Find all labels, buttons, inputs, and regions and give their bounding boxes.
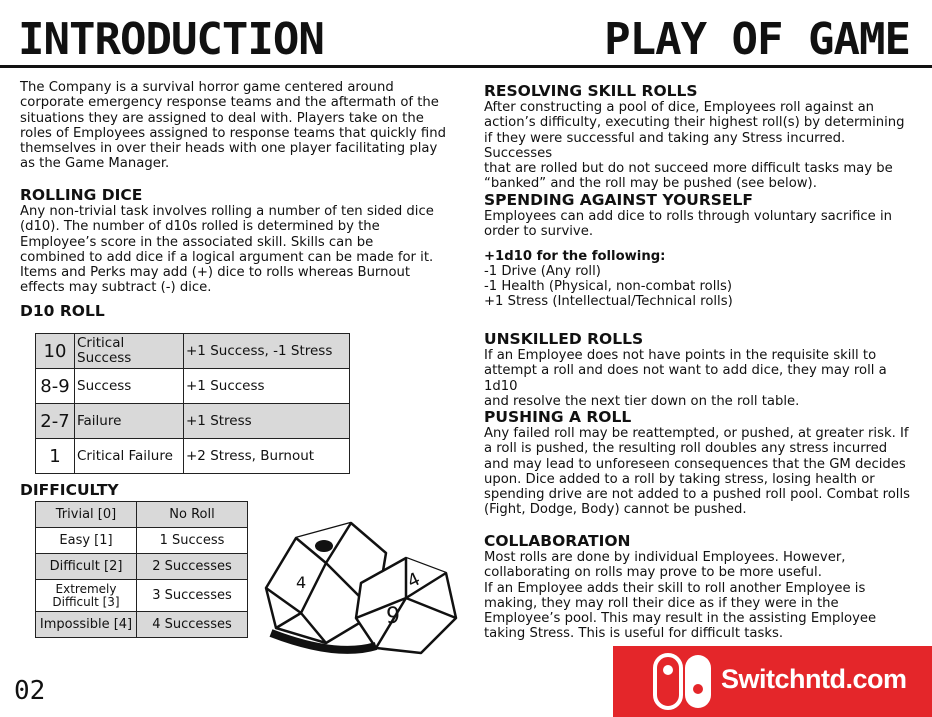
pushing-section (484, 409, 914, 518)
roll-value: 8-9 (36, 369, 75, 404)
difficulty-level: Easy [1] (36, 528, 137, 554)
d10-roll-heading: D10 ROLL (20, 302, 105, 320)
table-row (36, 528, 248, 554)
spending-list: -1 Drive (Any roll) -1 Health (Physical, non-combat rolls) +1 Stress (Intellectual/Technical rolls) (484, 263, 733, 310)
resolving-body: After constructing a pool of dice, Employees roll against an action’s difficulty, executing their highest roll(s) by determining if they were successful and taking any Stress incurred. Successes that are rolled but do not succeed more difficult tasks may be “banked” and the roll may be pushed (see below). (484, 100, 905, 192)
difficulty-level: Impossible [4] (36, 612, 137, 638)
table-row (36, 612, 248, 638)
unskilled-heading: UNSKILLED ROLLS (484, 330, 644, 348)
roll-effect: +1 Success (184, 369, 350, 404)
difficulty-level: Extremely Difficult [3] (36, 580, 137, 612)
difficulty-level: Difficult [2] (36, 554, 137, 580)
watermark-text: Switchntd.com (721, 664, 907, 694)
roll-result: Critical Success (75, 334, 184, 369)
rolling-dice-heading: ROLLING DICE (20, 186, 143, 204)
roll-result: Success (75, 369, 184, 404)
svg-text:4: 4 (296, 573, 307, 592)
page-title-play-of-game: PLAY OF GAME (604, 14, 910, 65)
roll-value: 1 (36, 439, 75, 474)
roll-effect: +2 Stress, Burnout (184, 439, 350, 474)
pushing-heading: PUSHING A ROLL (484, 408, 632, 426)
unskilled-body: If an Employee does not have points in the requisite skill to attempt a roll and does not want to add dice, they may roll a 1d10 and resolve the next tier down on the roll table. (484, 348, 887, 409)
roll-value: 2-7 (36, 404, 75, 439)
dice-illustration (256, 518, 461, 660)
difficulty-need: 1 Success (137, 528, 248, 554)
difficulty-heading: DIFFICULTY (20, 481, 119, 499)
roll-result: Critical Failure (75, 439, 184, 474)
table-row (36, 369, 350, 404)
intro-block (20, 80, 450, 172)
roll-effect: +1 Stress (184, 404, 350, 439)
table-row (36, 404, 350, 439)
collaboration-heading: COLLABORATION (484, 532, 631, 550)
difficulty-level: Trivial [0] (36, 502, 137, 528)
spending-section (484, 192, 914, 310)
intro-paragraph: The Company is a survival horror game centered around corporate emergency response teams and the aftermath of the situations they are assigned to deal with. Players take on the roles of Employees assigned to response teams that quickly find themselves in over their heads with one player facilitating play as the Game Manager. (20, 80, 446, 172)
roll-value: 10 (36, 334, 75, 369)
roll-effect: +1 Success, -1 Stress (184, 334, 350, 369)
unskilled-section (484, 331, 914, 409)
page-title-introduction: INTRODUCTION (18, 14, 324, 65)
spending-subheading: +1d10 for the following: (484, 248, 666, 264)
resolving-section (484, 83, 914, 192)
resolving-heading: RESOLVING SKILL ROLLS (484, 82, 698, 100)
difficulty-need: 3 Successes (137, 580, 248, 612)
table-row (36, 580, 248, 612)
difficulty-table (35, 501, 248, 638)
pushing-body: Any failed roll may be reattempted, or pushed, at greater risk. If a roll is pushed, the resulting roll doubles any stress incurred and may lead to unforeseen consequences that the GM decides upon. Dice added to a roll by taking stress, losing health or spending drive are not added to a pushed roll pool. Combat rolls (Fight, Dodge, Body) cannot be pushed. (484, 426, 910, 518)
collaboration-body: Most rolls are done by individual Employees. However, collaborating on rolls may prove to be more useful. If an Employee adds their skill to roll another Employee is making, they may roll their dice as if they were in the Employee’s pool. This may result in the assisting Employee taking Stress. This is useful for difficult tasks. (484, 550, 877, 642)
header-rule (0, 65, 932, 68)
difficulty-need: 2 Successes (137, 554, 248, 580)
roll-result: Failure (75, 404, 184, 439)
d10-roll-table (35, 333, 350, 474)
table-row (36, 554, 248, 580)
table-row (36, 334, 350, 369)
rolling-dice-body: Any non-trivial task involves rolling a number of ten sided dice (d10). The number of d10s rolled is determined by the Employee’s score in the associated skill. Skills can be combined to add dice if a logical argument can be made for it. Items and Perks may add (+) dice to rolls whereas Burnout effects may subtract (-) dice. (20, 204, 434, 296)
table-row (36, 502, 248, 528)
collaboration-section (484, 533, 914, 642)
spending-heading: SPENDING AGAINST YOURSELF (484, 191, 753, 209)
svg-text:9: 9 (386, 604, 400, 629)
spending-body: Employees can add dice to rolls through voluntary sacrifice in order to survive. (484, 209, 892, 240)
watermark-banner[interactable] (613, 646, 932, 717)
difficulty-need: No Roll (137, 502, 248, 528)
table-row (36, 439, 350, 474)
rolling-dice-section (20, 187, 450, 296)
page-number: 02 (14, 676, 46, 706)
svg-text:4: 4 (404, 568, 424, 593)
switch-logo-icon (653, 653, 713, 710)
difficulty-need: 4 Successes (137, 612, 248, 638)
